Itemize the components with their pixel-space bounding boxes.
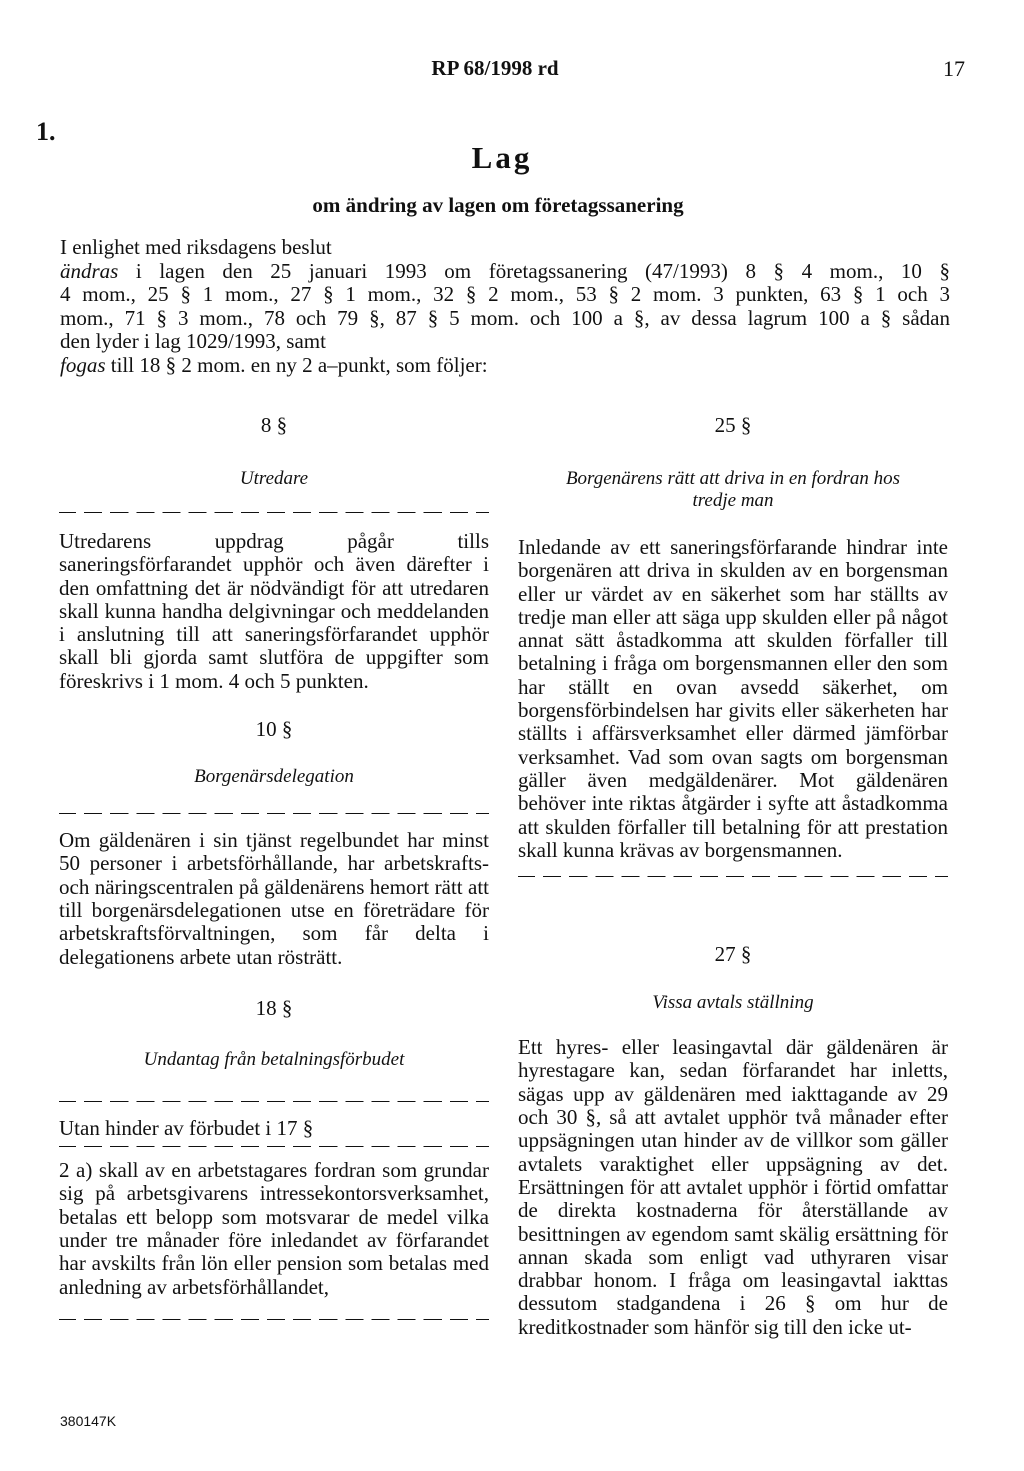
section-25-number: 25 §	[714, 413, 752, 437]
omission-dashes	[518, 876, 948, 877]
section-10-text: Om gäldenären i sin tjänst regelbundet har minst 50 personer i arbetsförhållande, har arbetskrafts- och näringscentralen på gäldenärens hemort rätt att till borgenärsdelegationen utse en företrädare för arbetskraftsförvaltningen, som får delta i delegationens arbete utan rösträtt.	[59, 828, 489, 969]
section-18-number: 18 §	[255, 995, 293, 1020]
section-27-heading: Vissa avtals ställning	[652, 992, 814, 1014]
section-10-heading: Borgenärsdelegation	[194, 766, 354, 788]
amend-text: i lagen den 25 januari 1993 om företagssanering (47/1993) 8 § 4 mom., 10 §	[118, 258, 950, 283]
left-column	[59, 412, 489, 1320]
section-18-text: 2 a) skall av en arbetstagares fordran som grundar sig på arbetsgivarens intressekontorsverksamhet, betalas ett belopp som motsvarar de medel vilka under tre månader före inledandet av förfarandet har avskilts från lön eller pension som betalas med anledning av arbetsförhållandet,	[59, 1158, 489, 1299]
law-title: Lag	[471, 140, 533, 175]
footer-code: 380147K	[60, 1413, 117, 1429]
add-word: fogas	[60, 352, 106, 377]
page-number: 17	[943, 56, 965, 81]
section-27-text: Ett hyres- eller leasingavtal där gäldenären är hyrestagare kan, sedan förfarandet har inletts, sägas upp av gäldenären med iakttagande av 29 och 30 §, så att avtalet upphör två månader efter uppsägningen utan hinder av de villkor som gäller avtalets varaktighet eller uppsägning av det. Ersättningen för att avtalet upphör i förtid omfattar de direkta kostnaderna för återställande av besittningen av egendom samt skälig ersättning för annan skada som enligt vad uthyraren visar drabbar honom. I fråga om leasingavtal iakttas dessutom stadgandena i 26 § om hur de kreditkostnader som hänför sig till den icke ut-	[518, 1035, 948, 1339]
omission-dashes	[59, 512, 489, 513]
amend-line-2: 4 mom., 25 § 1 mom., 27 § 1 mom., 32 § 2 mom., 53 § 2 mom. 3 punkten, 63 § 1 och 3	[60, 282, 950, 306]
running-header: RP 68/1998 rd	[431, 56, 559, 80]
add-line	[60, 354, 950, 378]
section-18-heading: Undantag från betalningsförbudet	[143, 1048, 405, 1070]
amend-word: ändras	[60, 258, 119, 283]
section-25-heading-2: tredje man	[692, 490, 774, 511]
section-18-intro: Utan hinder av förbudet i 17 §	[59, 1115, 314, 1140]
law-subtitle: om ändring av lagen om företagssanering	[312, 193, 684, 217]
intro-line: I enlighet med riksdagens beslut	[60, 235, 332, 259]
omission-dashes	[59, 1101, 489, 1102]
amend-line-4: den lyder i lag 1029/1993, samt	[60, 329, 326, 353]
omission-dashes	[59, 1146, 489, 1147]
section-27-number: 27 §	[714, 942, 752, 967]
law-number: 1.	[36, 117, 56, 146]
section-8-number: 8 §	[260, 413, 288, 437]
omission-dashes	[59, 1319, 489, 1320]
section-8-heading: Utredare	[239, 468, 309, 489]
amend-line-1	[60, 260, 950, 284]
section-10-number: 10 §	[255, 717, 293, 742]
add-text: till 18 § 2 mom. en ny 2 a–punkt, som följer:	[105, 352, 488, 377]
section-8-text: Utredarens uppdrag pågår tills saneringsförfarandet upphör och även därefter i den omfattning det är nödvändigt för att utredaren skall kunna handha delgivningar och meddelanden i anslutning till att saneringsförfarandet upphör skall bli gjorda samt slutföra de uppgifter som föreskrivs i 1 mom. 4 och 5 punkten.	[59, 529, 489, 693]
section-25-heading-1: Borgenärens rätt att driva in en fordran hos	[565, 468, 901, 489]
section-25-text: Inledande av ett saneringsförfarande hindrar inte borgenären att driva in skulden av en borgensman eller ur värdet av en säkerhet som har ställts av tredje man eller att säga upp skulden eller på något annat sätt åstadkomma att skulden förfaller till betalning i fråga om borgensmannen eller den som har ställt en ovan avsedd säkerhet, om borgensförbindelsen har givits eller säkerheten har ställts i affärsverksamhet eller därmed jämförbar verksamhet. Vad som ovan sagts om borgensman gäller även medgäldenärer. Mot gäldenären behöver inte riktas åtgärder i syfte att åstadkomma att skulden förfaller till betalning för att prestation skall kunna krävas av borgensmannen.	[518, 535, 948, 862]
enactment-clause	[60, 236, 950, 377]
amend-line-3: mom., 71 § 3 mom., 78 och 79 §, 87 § 5 mom. och 100 a §, av dessa lagrum 100 a § sådan	[60, 305, 950, 330]
omission-dashes	[59, 813, 489, 814]
right-column	[518, 412, 948, 1339]
